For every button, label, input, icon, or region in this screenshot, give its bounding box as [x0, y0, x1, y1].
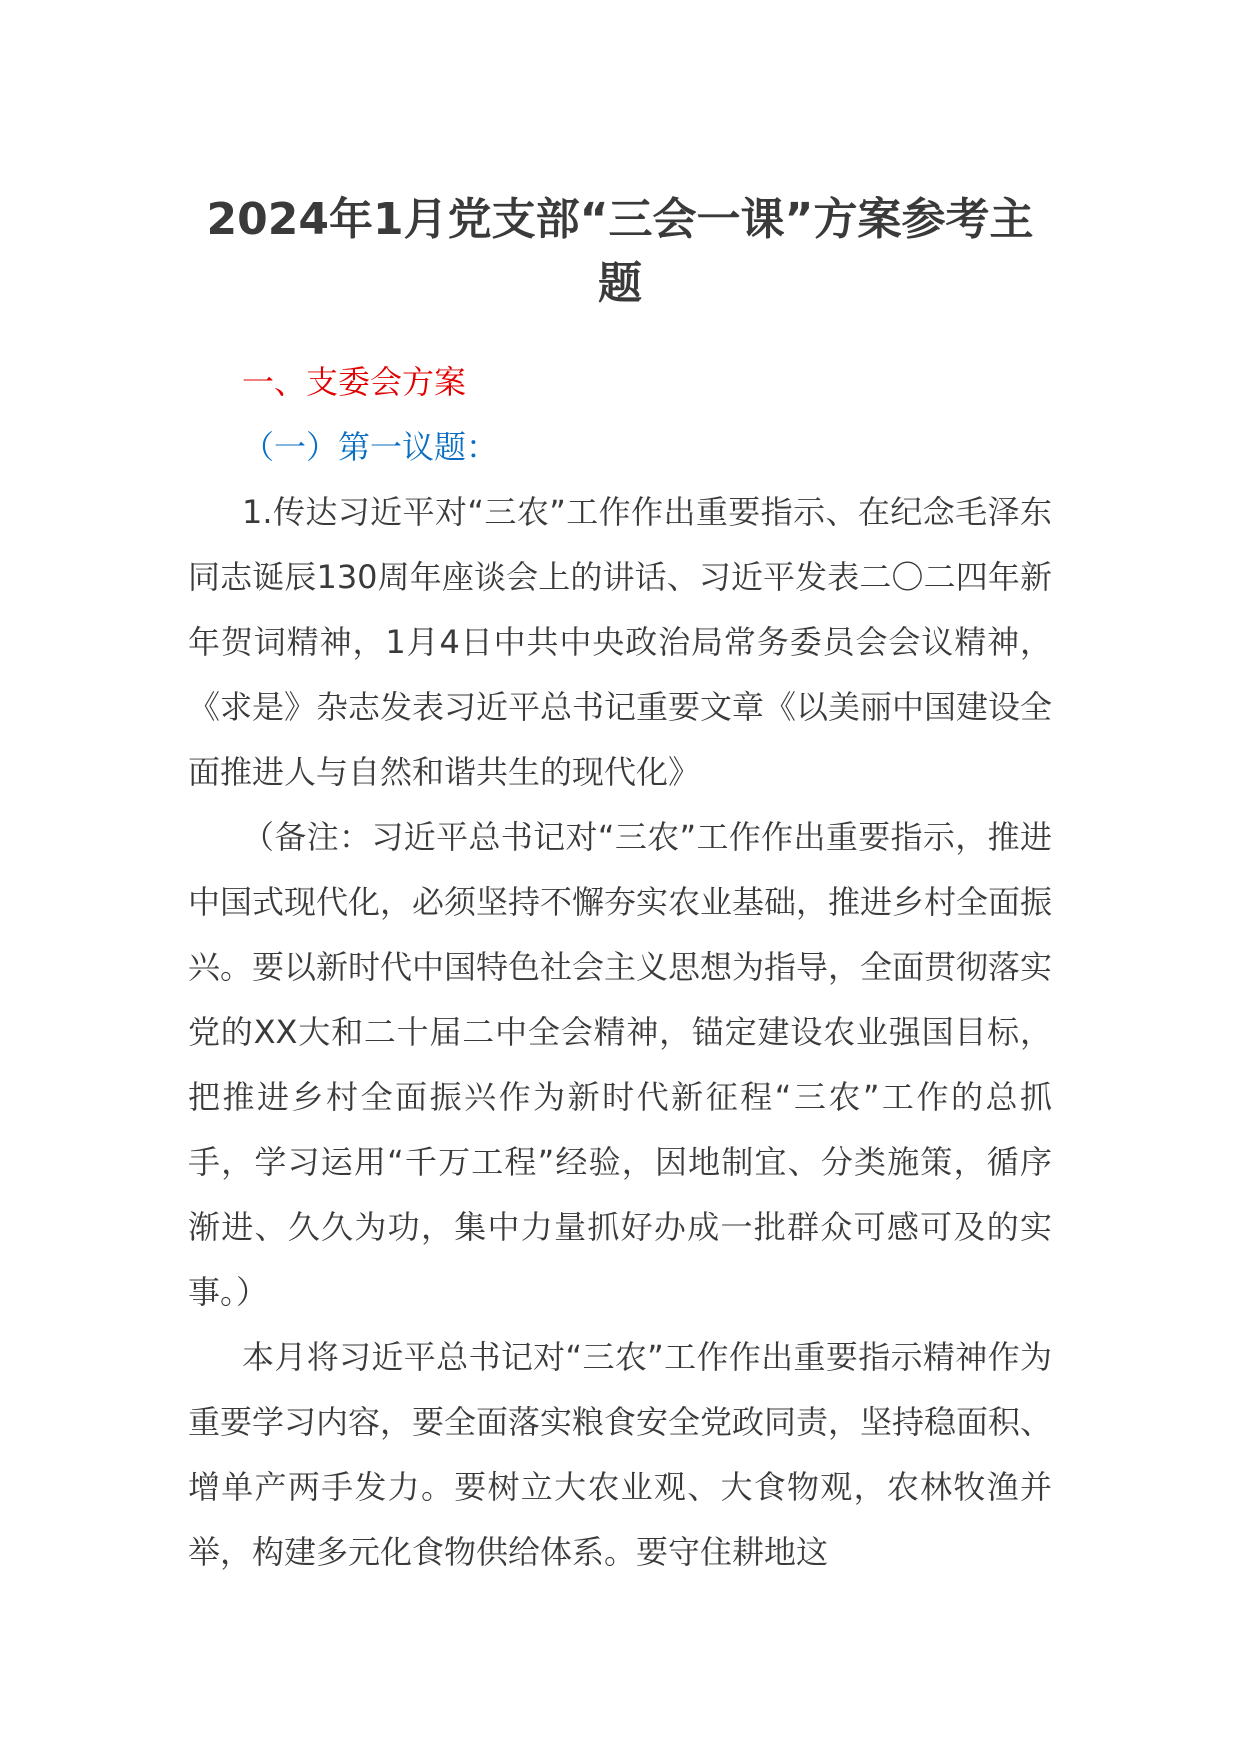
- paragraph-note: （备注：习近平总书记对“三农”工作作出重要指示，推进中国式现代化，必须坚持不懈夯实农业基础，推进乡村全面振兴。要以新时代中国特色社会主义思想为指导，全面贯彻落实党的XX大和二十届二中全会精神，锚定建设农业强国目标，把推进乡村全面振兴作为新时代新征程“三农”工作的总抓手，学习运用“千万工程”经验，因地制宜、分类施策，循序渐进、久久为功，集中力量抓好办成一批群众可感可及的实事。）: [188, 818, 1053, 1311]
- subsection-heading: （一）第一议题：: [242, 428, 499, 466]
- paragraph-3: 本月将习近平总书记对“三农”工作作出重要指示精神作为重要学习内容，要全面落实粮食安全党政同责，坚持稳面积、增单产两手发力。要树立大农业观、大食物观，农林牧渔并举，构建多元化食物供给体系。要守住耕地这: [188, 1338, 1053, 1571]
- document-body: [188, 350, 1052, 1585]
- document-title: 2024年1月党支部“三会一课”方案参考主题: [206, 194, 1034, 309]
- paragraph-1: 1.传达习近平对“三农”工作作出重要指示、在纪念毛泽东同志诞辰130周年座谈会上的讲话、习近平发表二〇二四年新年贺词精神，1月4日中共中央政治局常务委员会会议精神，《求是》杂志发表习近平总书记重要文章《以美丽中国建设全面推进人与自然和谐共生的现代化》: [188, 493, 1053, 791]
- section-heading: 一、支委会方案: [242, 363, 467, 401]
